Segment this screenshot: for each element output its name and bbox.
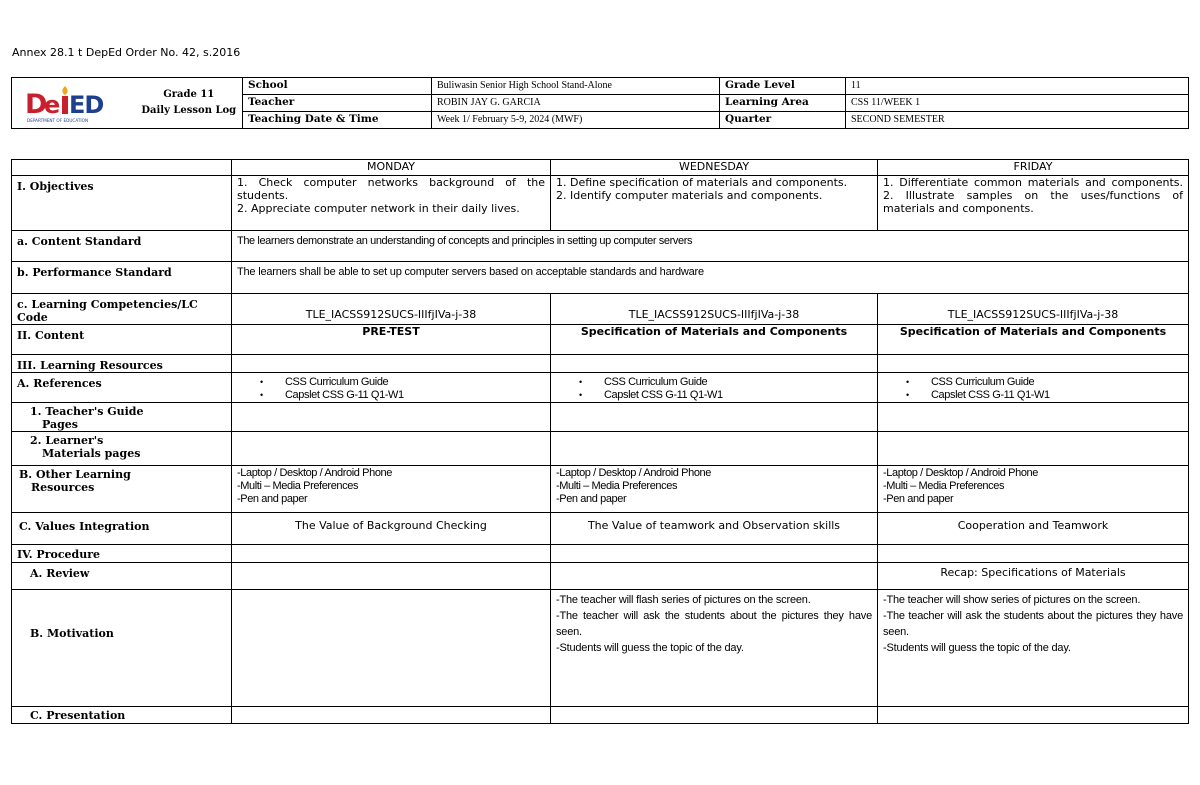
motivation-item: -Students will guess the topic of the day. [883, 642, 1071, 654]
date-label: Teaching Date & Time [243, 112, 432, 129]
other-resources-monday [232, 466, 551, 513]
empty-cell [232, 590, 551, 707]
lesson-log-table [11, 159, 1189, 724]
other-resources-wednesday [551, 466, 878, 513]
performance-standard-text: The learners shall be able to set up computer servers based on acceptable standards and hardware [232, 262, 1189, 294]
review-friday: Recap: Specifications of Materials [878, 563, 1189, 590]
resource-item: -Pen and paper [556, 493, 627, 505]
motivation-item: -The teacher will show series of pictures on the screen. [883, 594, 1141, 606]
objective-item: 2. Appreciate computer network in their daily lives. [237, 202, 520, 215]
empty-cell [878, 432, 1189, 466]
motivation-item: -Students will guess the topic of the day. [556, 642, 744, 654]
grade-title: Grade 11 [163, 89, 215, 100]
objective-item: 1. Differentiate common materials and components. [883, 176, 1183, 189]
quarter-label: Quarter [720, 112, 846, 129]
empty-cell [232, 403, 551, 432]
learning-area-label: Learning Area [720, 95, 846, 112]
content-friday: Specification of Materials and Components [878, 325, 1189, 355]
references-wednesday [551, 373, 878, 403]
empty-cell [232, 545, 551, 563]
objective-item: 2. Identify computer materials and components. [556, 189, 823, 202]
empty-cell [551, 707, 878, 724]
presentation-label: C. Presentation [12, 707, 232, 724]
day-header-wednesday: WEDNESDAY [551, 160, 878, 176]
competency-code-wednesday: TLE_IACSS912SUCS-IIIfjIVa-j-38 [551, 294, 878, 325]
learning-resources-label: III. Learning Resources [12, 355, 232, 373]
other-resources-label-line1: B. Other Learning [19, 468, 131, 481]
empty-cell [878, 403, 1189, 432]
teachers-guide-label-line2: Pages [42, 418, 78, 431]
content-standard-text: The learners demonstrate an understanding of concepts and principles in setting up computer servers [232, 231, 1189, 262]
resource-item: -Laptop / Desktop / Android Phone [556, 467, 711, 479]
grade-level-value: 11 [846, 78, 1189, 95]
motivation-item: -The teacher will flash series of pictures on the screen. [556, 594, 811, 606]
empty-cell [551, 355, 878, 373]
empty-cell [551, 432, 878, 466]
objectives-friday [878, 176, 1189, 231]
teacher-value: ROBIN JAY G. GARCIA [432, 95, 720, 112]
school-value: Buliwasin Senior High School Stand-Alone [432, 78, 720, 95]
empty-cell [232, 355, 551, 373]
references-monday [232, 373, 551, 403]
values-monday: The Value of Background Checking [232, 513, 551, 545]
references-friday [878, 373, 1189, 403]
day-header-friday: FRIDAY [878, 160, 1189, 176]
reference-item: • CSS Curriculum Guide [285, 376, 545, 389]
resource-item: -Multi – Media Preferences [237, 480, 359, 492]
learners-materials-label-line1: 2. Learner's [30, 434, 104, 447]
header-table [11, 77, 1189, 129]
log-title: Daily Lesson Log [141, 105, 237, 116]
school-label: School [243, 78, 432, 95]
resource-item: -Multi – Media Preferences [556, 480, 678, 492]
content-wednesday: Specification of Materials and Components [551, 325, 878, 355]
performance-standard-label: b. Performance Standard [12, 262, 232, 294]
empty-cell [232, 432, 551, 466]
motivation-wednesday [551, 590, 878, 707]
content-standard-label: a. Content Standard [12, 231, 232, 262]
resource-item: -Laptop / Desktop / Android Phone [883, 467, 1038, 479]
empty-cell [878, 707, 1189, 724]
reference-item: • Capslet CSS G-11 Q1-W1 [604, 389, 872, 402]
competency-code-friday: TLE_IACSS912SUCS-IIIfjIVa-j-38 [878, 294, 1189, 325]
reference-item: • Capslet CSS G-11 Q1-W1 [285, 389, 545, 402]
objective-item: 2. Illustrate samples on the uses/functions of materials and components. [883, 189, 1183, 215]
teacher-label: Teacher [243, 95, 432, 112]
resource-item: -Multi – Media Preferences [883, 480, 1005, 492]
other-resources-friday [878, 466, 1189, 513]
svg-text:DEPARTMENT OF EDUCATION: DEPARTMENT OF EDUCATION [27, 118, 89, 123]
motivation-item: -The teacher will ask the students about the pictures they have seen. [883, 610, 1183, 638]
procedure-label: IV. Procedure [12, 545, 232, 563]
content-monday: PRE-TEST [232, 325, 551, 355]
resource-item: -Pen and paper [237, 493, 308, 505]
objectives-label: I. Objectives [12, 176, 232, 231]
grade-log-title [136, 78, 243, 129]
svg-text:e: e [44, 91, 61, 119]
quarter-value: SECOND SEMESTER [846, 112, 1189, 129]
references-label: A. References [12, 373, 232, 403]
other-resources-label-line2: Resources [31, 481, 95, 494]
day-header-monday: MONDAY [232, 160, 551, 176]
other-resources-label [12, 466, 232, 513]
competencies-label: c. Learning Competencies/LC Code [12, 294, 232, 325]
competency-code-monday: TLE_IACSS912SUCS-IIIfjIVa-j-38 [232, 294, 551, 325]
empty-cell [878, 545, 1189, 563]
empty-cell [232, 563, 551, 590]
resource-item: -Laptop / Desktop / Android Phone [237, 467, 392, 479]
values-wednesday: The Value of teamwork and Observation skills [551, 513, 878, 545]
empty-cell [551, 563, 878, 590]
deped-logo [17, 82, 131, 124]
objectives-monday [232, 176, 551, 231]
corner-cell [12, 160, 232, 176]
empty-cell [232, 707, 551, 724]
reference-item: • CSS Curriculum Guide [604, 376, 872, 389]
date-value: Week 1/ February 5-9, 2024 (MWF) [432, 112, 720, 129]
grade-level-label: Grade Level [720, 78, 846, 95]
empty-cell [551, 545, 878, 563]
logo-cell [12, 78, 136, 129]
motivation-item: -The teacher will ask the students about the pictures they have seen. [556, 610, 872, 638]
learners-materials-label-line2: Materials pages [42, 447, 141, 460]
review-label: A. Review [12, 563, 232, 590]
resource-item: -Pen and paper [883, 493, 954, 505]
empty-cell [878, 355, 1189, 373]
objective-item: 1. Define specification of materials and components. [556, 176, 848, 189]
svg-text:ED: ED [69, 91, 104, 119]
reference-item: • CSS Curriculum Guide [931, 376, 1183, 389]
content-label: II. Content [12, 325, 232, 355]
teachers-guide-label-line1: 1. Teacher's Guide [30, 405, 144, 418]
empty-cell [551, 403, 878, 432]
objectives-wednesday [551, 176, 878, 231]
values-friday: Cooperation and Teamwork [878, 513, 1189, 545]
motivation-friday [878, 590, 1189, 707]
teachers-guide-label [12, 403, 232, 432]
learning-area-value: CSS 11/WEEK 1 [846, 95, 1189, 112]
learners-materials-label [12, 432, 232, 466]
values-integration-label: C. Values Integration [12, 513, 232, 545]
reference-item: • Capslet CSS G-11 Q1-W1 [931, 389, 1183, 402]
deped-logo-mark [17, 82, 129, 124]
annex-reference: Annex 28.1 t DepEd Order No. 42, s.2016 [12, 46, 241, 59]
objective-item: 1. Check computer networks background of the students. [237, 176, 545, 202]
svg-text:D: D [25, 89, 47, 120]
motivation-label: B. Motivation [12, 590, 232, 707]
